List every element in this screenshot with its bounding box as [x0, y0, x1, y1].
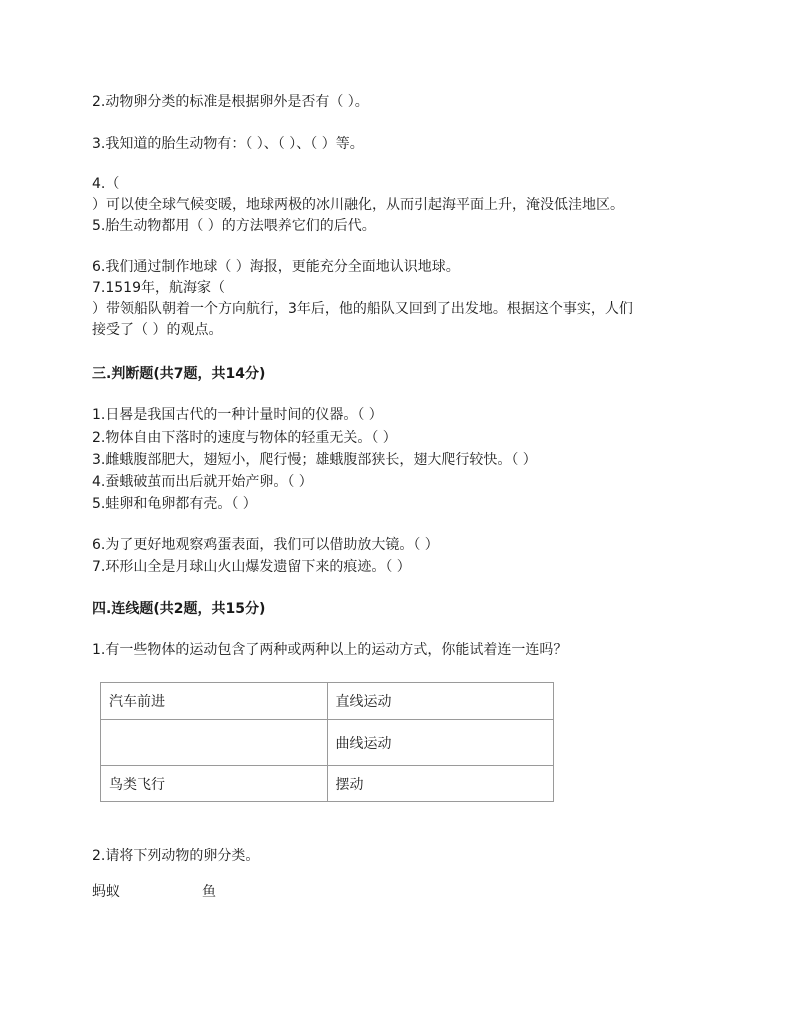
- matching-question-1: 1.有一些物体的运动包含了两种或两种以上的运动方式，你能试着连一连吗？: [92, 642, 568, 658]
- table-cell-right: 摆动: [327, 766, 554, 802]
- judge-item-3: 3.雌蛾腹部肥大，翅短小，爬行慢；雄蛾腹部狭长，翅大爬行较快。（ ）: [92, 452, 537, 468]
- question-7-end: 接受了（ ）的观点。: [92, 322, 223, 338]
- question-4-start: 4.（: [92, 176, 120, 192]
- question-3: 3.我知道的胎生动物有：（ ）、（ ）、（ ）等。: [92, 136, 364, 152]
- animal-fish: 鱼: [202, 884, 216, 900]
- judge-item-5: 5.蛙卵和龟卵都有壳。（ ）: [92, 496, 257, 512]
- table-row: [101, 766, 554, 802]
- table-cell-left: 鸟类飞行: [101, 766, 328, 802]
- animal-ant: 蚂蚁: [92, 884, 120, 900]
- table-cell-right: 曲线运动: [327, 720, 554, 766]
- judge-item-4: 4.蚕蛾破茧而出后就开始产卵。（ ）: [92, 474, 313, 490]
- matching-table: [100, 682, 554, 802]
- judge-item-6: 6.为了更好地观察鸡蛋表面，我们可以借助放大镜。（ ）: [92, 537, 439, 553]
- table-row: [101, 720, 554, 766]
- section-4-heading: 四.连线题(共2题，共15分): [92, 601, 266, 617]
- section-3-heading: 三.判断题(共7题，共14分): [92, 366, 266, 382]
- question-7-text: ）带领船队朝着一个方向航行，3年后，他的船队又回到了出发地。根据这个事实，人们: [92, 301, 633, 317]
- table-cell-left: 汽车前进: [101, 683, 328, 720]
- question-4-text: ）可以使全球气候变暖，地球两极的冰川融化，从而引起海平面上升，淹没低洼地区。: [92, 197, 624, 213]
- judge-item-2: 2.物体自由下落时的速度与物体的轻重无关。（ ）: [92, 430, 397, 446]
- table-cell-left: [101, 720, 328, 766]
- judge-item-7: 7.环形山全是月球山火山爆发遗留下来的痕迹。（ ）: [92, 559, 411, 575]
- question-6: 6.我们通过制作地球（ ）海报，更能充分全面地认识地球。: [92, 259, 460, 275]
- question-7-start: 7.1519年，航海家（: [92, 280, 225, 296]
- question-2: 2.动物卵分类的标准是根据卵外是否有（ ）。: [92, 94, 369, 110]
- table-cell-right: 直线运动: [327, 683, 554, 720]
- table-row: [101, 683, 554, 720]
- matching-question-2: 2.请将下列动物的卵分类。: [92, 848, 260, 864]
- question-5: 5.胎生动物都用（ ）的方法喂养它们的后代。: [92, 218, 376, 234]
- judge-item-1: 1.日晷是我国古代的一种计量时间的仪器。（ ）: [92, 407, 383, 423]
